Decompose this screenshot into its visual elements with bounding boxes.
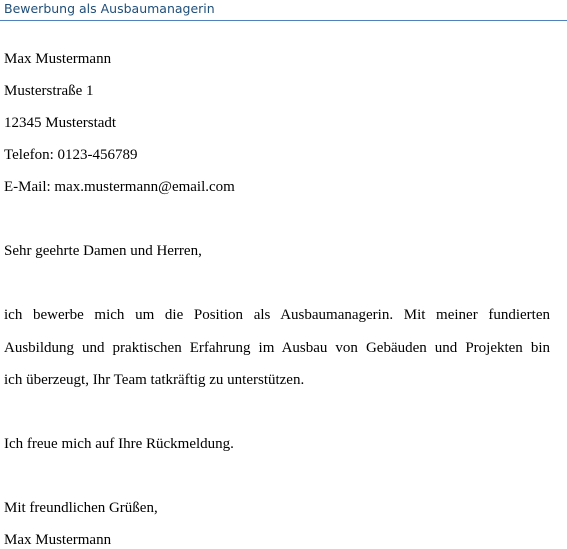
body-line-2: Ausbildung und praktischen Erfahrung im Ausbau von Gebäuden und Projekten bin	[4, 340, 550, 356]
body-line-3: ich überzeugt, Ihr Team tatkräftig zu unterstützen.	[4, 372, 305, 388]
header-divider	[0, 20, 567, 21]
document-title: Bewerbung als Ausbaumanagerin	[4, 1, 215, 16]
body-line-1: ich bewerbe mich um die Position als Ausbaumanagerin. Mit meiner fundierten	[4, 307, 550, 323]
sender-name: Max Mustermann	[4, 51, 112, 67]
sender-street: Musterstraße 1	[4, 83, 94, 99]
sender-phone: Telefon: 0123-456789	[4, 147, 138, 163]
signature: Max Mustermann	[4, 532, 112, 548]
salutation: Sehr geehrte Damen und Herren,	[4, 243, 202, 259]
sender-email: E-Mail: max.mustermann@email.com	[4, 179, 235, 195]
closing-sentence: Ich freue mich auf Ihre Rückmeldung.	[4, 436, 234, 452]
closing: Mit freundlichen Grüßen,	[4, 500, 158, 516]
sender-city: 12345 Musterstadt	[4, 115, 117, 131]
